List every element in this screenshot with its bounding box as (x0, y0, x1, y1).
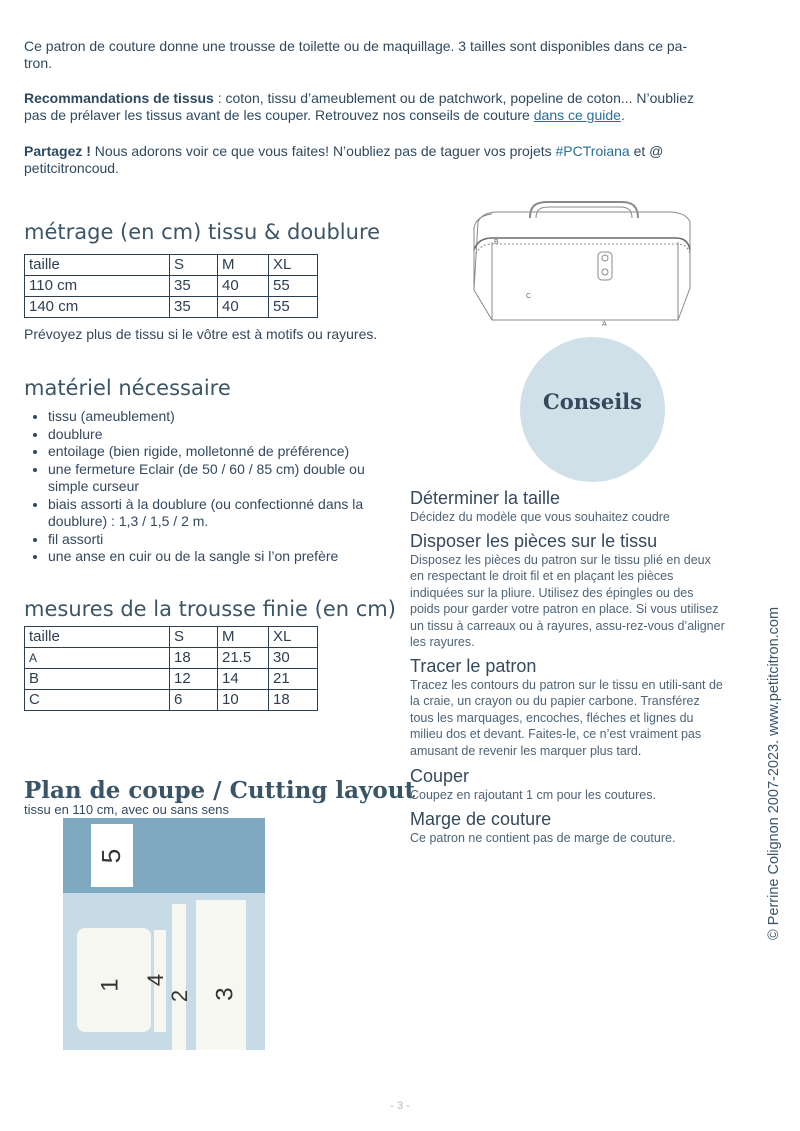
illustration-label-a: A (602, 321, 607, 328)
page-number: - 3 - (390, 1100, 410, 1112)
table-header-row: taille S M XL (25, 255, 318, 276)
table-row: 140 cm 35 40 55 (25, 297, 318, 318)
table-header-row: taille S M XL (25, 627, 318, 648)
plan-subtitle: tissu en 110 cm, avec ou sans sens (24, 802, 229, 817)
metrage-table (24, 254, 318, 318)
illustration-label-c: C (526, 293, 532, 300)
intro-share: Partagez ! Nous adorons voir ce que vous faites! N’oubliez pas de taguer vos projets #PCTroiana et @ petitcitroncoud. (24, 143, 664, 176)
piece-label-3: 3 (211, 987, 239, 1001)
conseils-section (410, 488, 725, 846)
hashtag-link[interactable]: #PCTroiana (555, 143, 630, 159)
list-item: • une fermeture Eclair (de 50 / 60 / 85 cm) double ou simple curseur (48, 461, 408, 496)
piece-label-4: 4 (142, 973, 168, 987)
mesures-title: mesures de la trousse finie (en cm) (24, 597, 396, 621)
list-item: • doublure (48, 426, 408, 444)
metrage-title: métrage (en cm) tissu & doublure (24, 220, 381, 244)
table-row: A 18 21.5 30 (25, 648, 318, 669)
cutting-layout-diagram (63, 818, 265, 1050)
illustration-label-b: B (494, 239, 499, 246)
vanity-case-illustration (468, 198, 694, 332)
conseil-title: Disposer les pièces sur le tissu (410, 530, 658, 551)
conseil-text: Coupez en rajoutant 1 cm pour les coutures. (410, 788, 656, 802)
table-row: B 12 14 21 (25, 669, 318, 690)
guide-link[interactable]: dans ce guide (533, 107, 621, 123)
list-item: • entoilage (bien rigide, molletonné de préférence) (48, 443, 408, 461)
table-row: C 6 10 18 (25, 690, 318, 711)
conseil-text: Tracez les contours du patron sur le tissu en utili-sant de la craie, un crayon ou du papier carbone. Transférez tous les marquages, encoches, fléches et lignes du milieu dos et devant. Faites-le, ce n’est vraiment pas amusant de revenir les marquer plus tard. (410, 677, 723, 758)
conseils-badge (520, 337, 665, 482)
list-item: • tissu (ameublement) (48, 408, 408, 426)
conseil-text: Disposez les pièces du patron sur le tissu plié en deux en respectant le droit fil et en plaçant les pièces indiquées sur la pliure. Utilisez des épingles ou des poids pour garder votre patron en place. Si vous utilisez un tissu à carreaux ou à rayures, assu-rez-vous d’aligner les rayures. (410, 552, 725, 649)
piece-label-1: 1 (96, 978, 124, 992)
plan-title: Plan de coupe / Cutting layout (24, 777, 416, 804)
piece-label-5: 5 (95, 848, 126, 864)
conseils-badge-label: Conseils (543, 389, 642, 414)
conseil-title: Déterminer la taille (410, 488, 561, 508)
piece-3 (196, 900, 246, 1050)
copyright: © Perrine Colignon 2007-2023. www.petitcitron.com (766, 606, 782, 940)
conseil-title: Tracer le patron (410, 655, 537, 676)
conseil-text: Décidez du modèle que vous souhaitez coudre (410, 510, 670, 524)
conseil-text: Ce patron ne contient pas de marge de couture. (410, 830, 676, 845)
intro-recommendations: Recommandations de tissus : coton, tissu d’ameublement ou de patchwork, popeline de coton... N’oubliez pas de prélaver les tissus avant de les couper. Retrouvez nos conseils de couture dans ce guide. (24, 90, 695, 123)
list-item: • biais assorti à la doublure (ou confectionné dans la doublure) : 1,3 / 1,5 / 2 m. (48, 496, 408, 531)
metrage-note: Prévoyez plus de tissu si le vôtre est à motifs ou rayures. (24, 326, 378, 342)
share-label: Partagez ! (24, 143, 91, 159)
piece-label-2: 2 (166, 989, 192, 1003)
recommendations-label: Recommandations de tissus (24, 90, 214, 106)
mesures-table (24, 626, 318, 711)
intro-description: Ce patron de couture donne une trousse de toilette ou de maquillage. 3 tailles sont disponibles dans ce pa- tron. (24, 38, 688, 71)
piece-2 (172, 904, 186, 1050)
materiel-list (24, 408, 408, 566)
list-item: • une anse en cuir ou de la sangle si l’on prefère (48, 548, 408, 566)
list-item: • fil assorti (48, 531, 408, 549)
materiel-title: matériel nécessaire (24, 376, 231, 400)
table-row: 110 cm 35 40 55 (25, 276, 318, 297)
conseil-title: Marge de couture (410, 808, 552, 829)
conseil-title: Couper (410, 766, 470, 786)
